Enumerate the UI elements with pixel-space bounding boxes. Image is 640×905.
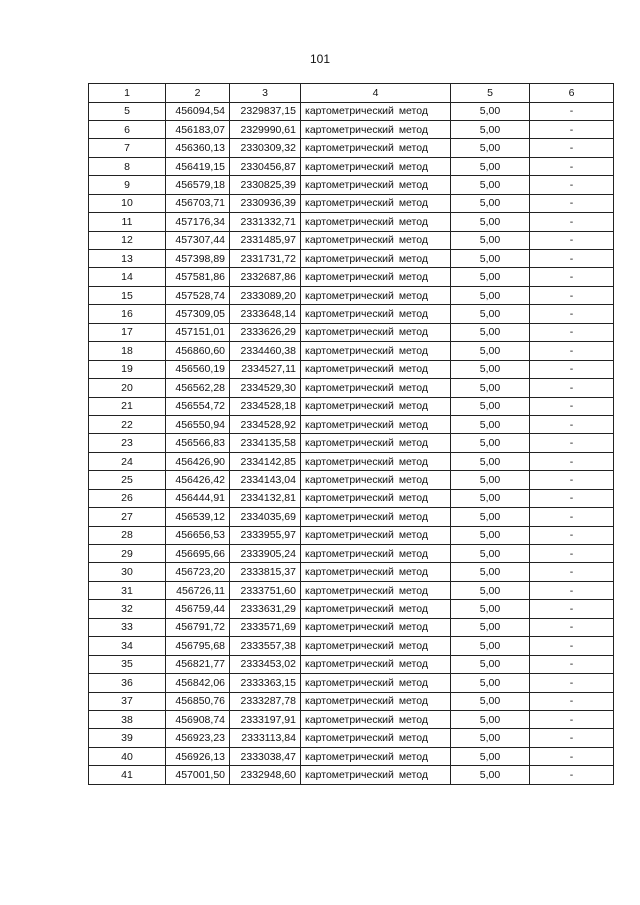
cell-note: - xyxy=(530,710,614,728)
cell-method: картометрический метод xyxy=(301,618,451,636)
cell-y-coordinate: 2334527,11 xyxy=(230,360,301,378)
cell-accuracy: 5,00 xyxy=(451,250,530,268)
cell-y-coordinate: 2333113,84 xyxy=(230,729,301,747)
cell-accuracy: 5,00 xyxy=(451,526,530,544)
cell-method: картометрический метод xyxy=(301,674,451,692)
cell-point-number: 29 xyxy=(89,545,166,563)
cell-point-number: 30 xyxy=(89,563,166,581)
cell-note: - xyxy=(530,471,614,489)
cell-point-number: 17 xyxy=(89,323,166,341)
cell-point-number: 9 xyxy=(89,176,166,194)
cell-point-number: 38 xyxy=(89,710,166,728)
table-row xyxy=(89,471,614,489)
cell-note: - xyxy=(530,342,614,360)
coordinates-table xyxy=(88,83,614,785)
cell-note: - xyxy=(530,526,614,544)
cell-y-coordinate: 2330825,39 xyxy=(230,176,301,194)
cell-x-coordinate: 456923,23 xyxy=(166,729,230,747)
cell-point-number: 12 xyxy=(89,231,166,249)
cell-method: картометрический метод xyxy=(301,305,451,323)
cell-method: картометрический метод xyxy=(301,452,451,470)
table-row xyxy=(89,305,614,323)
cell-accuracy: 5,00 xyxy=(451,176,530,194)
cell-point-number: 36 xyxy=(89,674,166,692)
cell-y-coordinate: 2329990,61 xyxy=(230,120,301,138)
cell-note: - xyxy=(530,508,614,526)
table-row xyxy=(89,176,614,194)
cell-x-coordinate: 457398,89 xyxy=(166,250,230,268)
cell-point-number: 37 xyxy=(89,692,166,710)
header-col-4: 4 xyxy=(301,84,451,103)
table-row xyxy=(89,250,614,268)
cell-method: картометрический метод xyxy=(301,323,451,341)
table-row xyxy=(89,379,614,397)
cell-y-coordinate: 2333089,20 xyxy=(230,286,301,304)
cell-x-coordinate: 456860,60 xyxy=(166,342,230,360)
cell-y-coordinate: 2333631,29 xyxy=(230,600,301,618)
cell-x-coordinate: 456539,12 xyxy=(166,508,230,526)
cell-y-coordinate: 2331332,71 xyxy=(230,213,301,231)
cell-x-coordinate: 456562,28 xyxy=(166,379,230,397)
table-row xyxy=(89,157,614,175)
cell-method: картометрический метод xyxy=(301,637,451,655)
cell-y-coordinate: 2331731,72 xyxy=(230,250,301,268)
cell-y-coordinate: 2333287,78 xyxy=(230,692,301,710)
cell-accuracy: 5,00 xyxy=(451,323,530,341)
table-row xyxy=(89,194,614,212)
cell-accuracy: 5,00 xyxy=(451,379,530,397)
cell-x-coordinate: 456566,83 xyxy=(166,434,230,452)
header-col-6: 6 xyxy=(530,84,614,103)
cell-x-coordinate: 457581,86 xyxy=(166,268,230,286)
cell-accuracy: 5,00 xyxy=(451,194,530,212)
cell-y-coordinate: 2330936,39 xyxy=(230,194,301,212)
cell-accuracy: 5,00 xyxy=(451,397,530,415)
cell-method: картометрический метод xyxy=(301,231,451,249)
cell-method: картометрический метод xyxy=(301,489,451,507)
cell-method: картометрический метод xyxy=(301,434,451,452)
cell-method: картометрический метод xyxy=(301,415,451,433)
cell-y-coordinate: 2334132,81 xyxy=(230,489,301,507)
cell-accuracy: 5,00 xyxy=(451,710,530,728)
cell-method: картометрический метод xyxy=(301,213,451,231)
cell-y-coordinate: 2330456,87 xyxy=(230,157,301,175)
table-row xyxy=(89,600,614,618)
cell-y-coordinate: 2333453,02 xyxy=(230,655,301,673)
cell-note: - xyxy=(530,286,614,304)
table-row xyxy=(89,618,614,636)
cell-y-coordinate: 2333955,97 xyxy=(230,526,301,544)
cell-point-number: 5 xyxy=(89,102,166,120)
cell-point-number: 32 xyxy=(89,600,166,618)
cell-method: картометрический метод xyxy=(301,581,451,599)
cell-method: картометрический метод xyxy=(301,710,451,728)
cell-accuracy: 5,00 xyxy=(451,618,530,636)
cell-accuracy: 5,00 xyxy=(451,139,530,157)
cell-y-coordinate: 2334529,30 xyxy=(230,379,301,397)
cell-note: - xyxy=(530,489,614,507)
cell-point-number: 40 xyxy=(89,747,166,765)
cell-point-number: 26 xyxy=(89,489,166,507)
cell-note: - xyxy=(530,674,614,692)
cell-accuracy: 5,00 xyxy=(451,600,530,618)
table-row xyxy=(89,342,614,360)
cell-note: - xyxy=(530,213,614,231)
cell-x-coordinate: 456926,13 xyxy=(166,747,230,765)
cell-x-coordinate: 456703,71 xyxy=(166,194,230,212)
cell-accuracy: 5,00 xyxy=(451,213,530,231)
cell-x-coordinate: 457151,01 xyxy=(166,323,230,341)
table-row xyxy=(89,397,614,415)
cell-accuracy: 5,00 xyxy=(451,305,530,323)
cell-note: - xyxy=(530,766,614,784)
cell-accuracy: 5,00 xyxy=(451,471,530,489)
cell-point-number: 25 xyxy=(89,471,166,489)
cell-y-coordinate: 2334143,04 xyxy=(230,471,301,489)
cell-note: - xyxy=(530,452,614,470)
cell-x-coordinate: 456726,11 xyxy=(166,581,230,599)
cell-note: - xyxy=(530,102,614,120)
cell-y-coordinate: 2333905,24 xyxy=(230,545,301,563)
cell-y-coordinate: 2333557,38 xyxy=(230,637,301,655)
cell-point-number: 7 xyxy=(89,139,166,157)
cell-x-coordinate: 457307,44 xyxy=(166,231,230,249)
cell-y-coordinate: 2334035,69 xyxy=(230,508,301,526)
cell-x-coordinate: 456444,91 xyxy=(166,489,230,507)
cell-method: картометрический метод xyxy=(301,379,451,397)
cell-x-coordinate: 456656,53 xyxy=(166,526,230,544)
cell-point-number: 21 xyxy=(89,397,166,415)
cell-y-coordinate: 2334135,58 xyxy=(230,434,301,452)
cell-y-coordinate: 2333815,37 xyxy=(230,563,301,581)
cell-accuracy: 5,00 xyxy=(451,489,530,507)
cell-y-coordinate: 2330309,32 xyxy=(230,139,301,157)
cell-note: - xyxy=(530,231,614,249)
cell-method: картометрический метод xyxy=(301,766,451,784)
cell-accuracy: 5,00 xyxy=(451,655,530,673)
table-row xyxy=(89,508,614,526)
cell-point-number: 34 xyxy=(89,637,166,655)
cell-x-coordinate: 456183,07 xyxy=(166,120,230,138)
cell-method: картометрический метод xyxy=(301,250,451,268)
header-col-5: 5 xyxy=(451,84,530,103)
cell-note: - xyxy=(530,618,614,636)
cell-note: - xyxy=(530,729,614,747)
cell-accuracy: 5,00 xyxy=(451,747,530,765)
table-row xyxy=(89,655,614,673)
cell-note: - xyxy=(530,415,614,433)
cell-point-number: 22 xyxy=(89,415,166,433)
table-row xyxy=(89,268,614,286)
cell-x-coordinate: 456791,72 xyxy=(166,618,230,636)
table-body xyxy=(89,102,614,784)
cell-note: - xyxy=(530,655,614,673)
header-col-2: 2 xyxy=(166,84,230,103)
table-row xyxy=(89,323,614,341)
cell-point-number: 11 xyxy=(89,213,166,231)
cell-note: - xyxy=(530,194,614,212)
cell-point-number: 20 xyxy=(89,379,166,397)
cell-method: картометрический метод xyxy=(301,360,451,378)
cell-note: - xyxy=(530,600,614,618)
cell-y-coordinate: 2332948,60 xyxy=(230,766,301,784)
table-row xyxy=(89,434,614,452)
page-number: 101 xyxy=(309,52,331,66)
cell-x-coordinate: 457309,05 xyxy=(166,305,230,323)
table-header xyxy=(89,84,614,103)
cell-point-number: 10 xyxy=(89,194,166,212)
cell-method: картометрический метод xyxy=(301,508,451,526)
cell-method: картометрический метод xyxy=(301,729,451,747)
cell-method: картометрический метод xyxy=(301,286,451,304)
cell-accuracy: 5,00 xyxy=(451,692,530,710)
cell-method: картометрический метод xyxy=(301,342,451,360)
table-row xyxy=(89,415,614,433)
cell-y-coordinate: 2333197,91 xyxy=(230,710,301,728)
table-row xyxy=(89,747,614,765)
cell-point-number: 15 xyxy=(89,286,166,304)
cell-note: - xyxy=(530,581,614,599)
cell-note: - xyxy=(530,563,614,581)
cell-accuracy: 5,00 xyxy=(451,766,530,784)
cell-point-number: 13 xyxy=(89,250,166,268)
cell-y-coordinate: 2333363,15 xyxy=(230,674,301,692)
cell-x-coordinate: 456419,15 xyxy=(166,157,230,175)
cell-y-coordinate: 2333648,14 xyxy=(230,305,301,323)
cell-accuracy: 5,00 xyxy=(451,637,530,655)
table-row xyxy=(89,489,614,507)
cell-method: картометрический метод xyxy=(301,176,451,194)
cell-note: - xyxy=(530,157,614,175)
header-col-3: 3 xyxy=(230,84,301,103)
table-row xyxy=(89,729,614,747)
cell-accuracy: 5,00 xyxy=(451,231,530,249)
cell-accuracy: 5,00 xyxy=(451,729,530,747)
table-row xyxy=(89,139,614,157)
cell-x-coordinate: 457176,34 xyxy=(166,213,230,231)
cell-x-coordinate: 456759,44 xyxy=(166,600,230,618)
cell-y-coordinate: 2334460,38 xyxy=(230,342,301,360)
cell-point-number: 39 xyxy=(89,729,166,747)
table-row xyxy=(89,674,614,692)
cell-point-number: 16 xyxy=(89,305,166,323)
header-col-1: 1 xyxy=(89,84,166,103)
cell-note: - xyxy=(530,379,614,397)
table-row xyxy=(89,545,614,563)
cell-x-coordinate: 456426,42 xyxy=(166,471,230,489)
cell-x-coordinate: 457528,74 xyxy=(166,286,230,304)
cell-note: - xyxy=(530,692,614,710)
cell-point-number: 27 xyxy=(89,508,166,526)
cell-x-coordinate: 456094,54 xyxy=(166,102,230,120)
cell-method: картометрический метод xyxy=(301,102,451,120)
cell-point-number: 31 xyxy=(89,581,166,599)
cell-point-number: 18 xyxy=(89,342,166,360)
cell-note: - xyxy=(530,360,614,378)
cell-x-coordinate: 457001,50 xyxy=(166,766,230,784)
table-row xyxy=(89,231,614,249)
cell-accuracy: 5,00 xyxy=(451,674,530,692)
header-row xyxy=(89,84,614,103)
table-row xyxy=(89,710,614,728)
cell-point-number: 6 xyxy=(89,120,166,138)
cell-note: - xyxy=(530,268,614,286)
cell-accuracy: 5,00 xyxy=(451,342,530,360)
cell-x-coordinate: 456850,76 xyxy=(166,692,230,710)
cell-point-number: 33 xyxy=(89,618,166,636)
cell-x-coordinate: 456795,68 xyxy=(166,637,230,655)
cell-y-coordinate: 2334528,18 xyxy=(230,397,301,415)
cell-note: - xyxy=(530,250,614,268)
cell-y-coordinate: 2329837,15 xyxy=(230,102,301,120)
cell-point-number: 8 xyxy=(89,157,166,175)
cell-x-coordinate: 456908,74 xyxy=(166,710,230,728)
cell-point-number: 23 xyxy=(89,434,166,452)
cell-accuracy: 5,00 xyxy=(451,415,530,433)
table-row xyxy=(89,526,614,544)
cell-point-number: 28 xyxy=(89,526,166,544)
cell-y-coordinate: 2333571,69 xyxy=(230,618,301,636)
cell-method: картометрический метод xyxy=(301,268,451,286)
cell-y-coordinate: 2332687,86 xyxy=(230,268,301,286)
cell-accuracy: 5,00 xyxy=(451,102,530,120)
cell-note: - xyxy=(530,120,614,138)
cell-accuracy: 5,00 xyxy=(451,434,530,452)
cell-note: - xyxy=(530,545,614,563)
table-row xyxy=(89,102,614,120)
cell-x-coordinate: 456821,77 xyxy=(166,655,230,673)
cell-x-coordinate: 456560,19 xyxy=(166,360,230,378)
cell-note: - xyxy=(530,323,614,341)
cell-note: - xyxy=(530,747,614,765)
cell-point-number: 19 xyxy=(89,360,166,378)
cell-method: картометрический метод xyxy=(301,655,451,673)
cell-accuracy: 5,00 xyxy=(451,452,530,470)
cell-y-coordinate: 2334142,85 xyxy=(230,452,301,470)
table-row xyxy=(89,120,614,138)
cell-method: картометрический метод xyxy=(301,397,451,415)
cell-x-coordinate: 456695,66 xyxy=(166,545,230,563)
cell-accuracy: 5,00 xyxy=(451,508,530,526)
cell-y-coordinate: 2331485,97 xyxy=(230,231,301,249)
cell-note: - xyxy=(530,637,614,655)
cell-method: картометрический метод xyxy=(301,600,451,618)
cell-x-coordinate: 456550,94 xyxy=(166,415,230,433)
cell-note: - xyxy=(530,397,614,415)
cell-accuracy: 5,00 xyxy=(451,563,530,581)
table-row xyxy=(89,692,614,710)
table-row xyxy=(89,286,614,304)
cell-note: - xyxy=(530,176,614,194)
cell-x-coordinate: 456579,18 xyxy=(166,176,230,194)
cell-accuracy: 5,00 xyxy=(451,581,530,599)
cell-x-coordinate: 456360,13 xyxy=(166,139,230,157)
cell-method: картометрический метод xyxy=(301,526,451,544)
cell-method: картометрический метод xyxy=(301,139,451,157)
cell-method: картометрический метод xyxy=(301,194,451,212)
cell-accuracy: 5,00 xyxy=(451,545,530,563)
cell-y-coordinate: 2333626,29 xyxy=(230,323,301,341)
table-row xyxy=(89,213,614,231)
cell-method: картометрический метод xyxy=(301,563,451,581)
cell-x-coordinate: 456554,72 xyxy=(166,397,230,415)
table-row xyxy=(89,452,614,470)
cell-note: - xyxy=(530,434,614,452)
cell-point-number: 35 xyxy=(89,655,166,673)
cell-method: картометрический метод xyxy=(301,545,451,563)
cell-x-coordinate: 456842,06 xyxy=(166,674,230,692)
cell-accuracy: 5,00 xyxy=(451,120,530,138)
cell-y-coordinate: 2333751,60 xyxy=(230,581,301,599)
table-row xyxy=(89,563,614,581)
cell-point-number: 41 xyxy=(89,766,166,784)
cell-note: - xyxy=(530,305,614,323)
cell-accuracy: 5,00 xyxy=(451,157,530,175)
table-row xyxy=(89,581,614,599)
cell-accuracy: 5,00 xyxy=(451,286,530,304)
cell-method: картометрический метод xyxy=(301,692,451,710)
cell-method: картометрический метод xyxy=(301,157,451,175)
cell-y-coordinate: 2334528,92 xyxy=(230,415,301,433)
cell-x-coordinate: 456723,20 xyxy=(166,563,230,581)
cell-method: картометрический метод xyxy=(301,471,451,489)
cell-accuracy: 5,00 xyxy=(451,268,530,286)
cell-y-coordinate: 2333038,47 xyxy=(230,747,301,765)
cell-method: картометрический метод xyxy=(301,747,451,765)
cell-point-number: 24 xyxy=(89,452,166,470)
table-row xyxy=(89,637,614,655)
cell-accuracy: 5,00 xyxy=(451,360,530,378)
table-row xyxy=(89,360,614,378)
cell-note: - xyxy=(530,139,614,157)
cell-x-coordinate: 456426,90 xyxy=(166,452,230,470)
table-row xyxy=(89,766,614,784)
cell-method: картометрический метод xyxy=(301,120,451,138)
cell-point-number: 14 xyxy=(89,268,166,286)
